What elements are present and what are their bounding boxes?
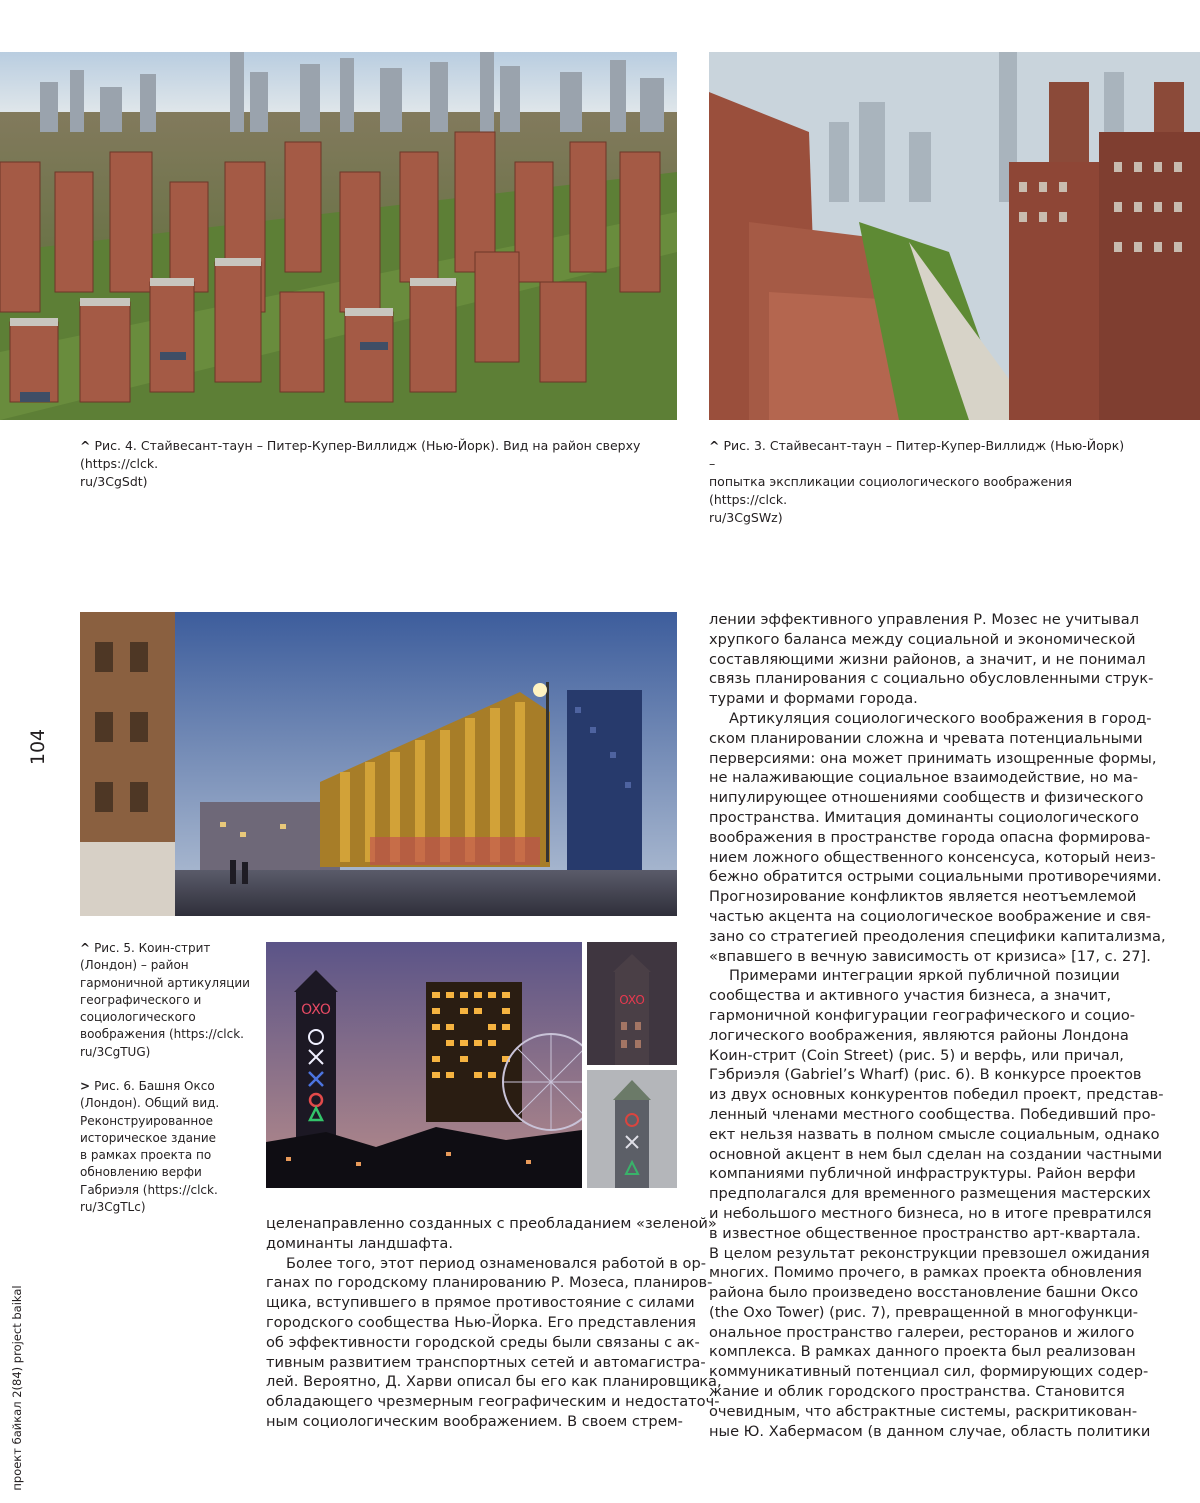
text-line-paragraph-start: Более того, этот период ознаменовался работой в ор- bbox=[286, 1254, 707, 1272]
photo-fig6-oxo-tower-detail-1 bbox=[587, 942, 677, 1065]
text-line: ганах по городскому планированию Р. Мозеса, планиров- bbox=[266, 1274, 713, 1292]
text-line: зано со стратегией преодоления специфики капитализма, bbox=[709, 927, 1166, 945]
caption-fig3-line: ru/3CgSWz) bbox=[709, 510, 783, 525]
oxo-sign-top: OXO bbox=[301, 1002, 331, 1018]
text-line: нипулирующее отношениями сообществ и физического bbox=[709, 789, 1144, 807]
photo-fig5-coin-street bbox=[80, 612, 677, 916]
photo-fig4-aerial bbox=[0, 52, 677, 420]
text-line: об эффективности городской среды были связаны с ак- bbox=[266, 1333, 700, 1351]
caption-fig5-line bbox=[80, 940, 260, 957]
text-line: целенаправленно созданных с преобладанием «зеленой» bbox=[266, 1215, 717, 1232]
text-line: ные Ю. Хабермасом (в данном случае, область политики bbox=[709, 1422, 1151, 1440]
caption-marker: > bbox=[80, 1079, 91, 1093]
text-line: хрупкого баланса между социальной и экономической bbox=[709, 630, 1136, 648]
text-line: обладающего чрезмерным географическим и недостаточ- bbox=[266, 1393, 720, 1411]
photo-fig3-street bbox=[709, 52, 1200, 420]
caption-fig3-line bbox=[709, 437, 1129, 473]
caption-fig5-line: ru/3CgTUG) bbox=[80, 1044, 151, 1059]
text-line: ект нельзя назвать в полном смысле социальным, однако bbox=[709, 1125, 1160, 1143]
text-line: предполагался для временного размещения мастерских bbox=[709, 1185, 1151, 1203]
caption-marker: ^ bbox=[80, 438, 91, 453]
text-line: ным социологическим воображением. В своем стрем- bbox=[266, 1412, 683, 1430]
text-line: гармоничной конфигурации географического и социо- bbox=[709, 1006, 1136, 1024]
caption-fig6-line: в рамках проекта по bbox=[80, 1148, 212, 1163]
text-line: ональное пространство галереи, ресторанов и жилого bbox=[709, 1323, 1135, 1341]
text-line: ленный членами местного сообщества. Победивший про- bbox=[709, 1105, 1156, 1123]
text-line: Гэбриэля (Gabriel’s Wharf) (рис. 6). В конкурсе проектов bbox=[709, 1066, 1142, 1084]
text-line: перверсиями: она может принимать изощренные формы, bbox=[709, 749, 1157, 767]
page-number: 104 bbox=[27, 728, 49, 766]
caption-fig4-line bbox=[80, 437, 670, 473]
text-line: многих. Помимо прочего, в рамках проекта обновления bbox=[709, 1264, 1142, 1282]
caption-fig4 bbox=[80, 437, 670, 491]
caption-fig5-text: Рис. 5. Коин-стрит bbox=[94, 941, 211, 955]
caption-marker: ^ bbox=[709, 438, 720, 453]
text-line: лении эффективного управления Р. Мозес не учитывал bbox=[709, 611, 1140, 628]
text-line: бежно обратится острыми социальными противоречиями. bbox=[709, 868, 1162, 886]
caption-fig6-line bbox=[80, 1078, 260, 1095]
caption-fig5-line: социологического bbox=[80, 1010, 196, 1025]
text-line: (the Oxo Tower) (рис. 7), превращенной в многофункци- bbox=[709, 1303, 1139, 1321]
footer-publication: проект байкал 2(84) project baikal bbox=[10, 1285, 24, 1491]
text-line: тивным развитием транспортных сетей и автомагистра- bbox=[266, 1353, 706, 1371]
caption-fig6 bbox=[80, 1078, 260, 1216]
text-line: не налаживающие социальное взаимодействие, но ма- bbox=[709, 769, 1139, 787]
text-line: щика, вступившего в прямое противостояние с силами bbox=[266, 1294, 695, 1312]
left-text-column bbox=[266, 1214, 722, 1432]
oxo-sign-detail: OXO bbox=[619, 993, 645, 1007]
caption-fig3 bbox=[709, 437, 1129, 527]
text-line-paragraph-start: Примерами интеграции яркой публичной позиции bbox=[729, 967, 1120, 985]
caption-fig6-line: обновлению верфи bbox=[80, 1165, 202, 1180]
text-line: Коин-стрит (Coin Street) (рис. 5) и верфь, или причал, bbox=[709, 1046, 1124, 1064]
text-line: и небольшого местного бизнеса, но в итоге превратился bbox=[709, 1204, 1152, 1222]
text-line: района было произведено восстановление башни Оксо bbox=[709, 1284, 1139, 1302]
caption-marker: ^ bbox=[80, 941, 91, 955]
caption-fig6-line: ru/3CgTLc) bbox=[80, 1200, 146, 1215]
text-line: нием ложного общественного консенсуса, который неиз- bbox=[709, 848, 1156, 866]
text-line: «впавшего в вечную зависимость от кризиса» [17, с. 27]. bbox=[709, 947, 1151, 965]
caption-fig6-line: Реконструированное bbox=[80, 1113, 213, 1128]
text-line: комплекса. В рамках данного проекта был реализован bbox=[709, 1343, 1136, 1361]
text-line: воображения в пространстве города опасна формирова- bbox=[709, 828, 1151, 846]
text-line: городского сообщества Нью-Йорка. Его представления bbox=[266, 1313, 696, 1331]
text-line: доминанты ландшафта. bbox=[266, 1234, 453, 1252]
text-line: лей. Вероятно, Д. Харви описал бы его как планировщика, bbox=[266, 1373, 722, 1391]
photo-fig6-oxo-tower-night bbox=[266, 942, 582, 1188]
caption-fig5-line: гармоничной артикуляции bbox=[80, 975, 250, 990]
text-line: коммуникативный потенциал сил, формирующих содер- bbox=[709, 1363, 1149, 1381]
right-text-column bbox=[709, 610, 1166, 1441]
text-line: составляющими жизни районов, а значит, и не понимал bbox=[709, 650, 1146, 668]
caption-fig6-line: Габриэля (https://clck. bbox=[80, 1182, 218, 1197]
text-line: из двух основных конкурентов победил проект, представ- bbox=[709, 1086, 1164, 1104]
text-line: жание и облик городского пространства. Становится bbox=[709, 1383, 1125, 1401]
text-line: В целом результат реконструкции превзошел ожидания bbox=[709, 1244, 1150, 1262]
caption-fig3-line: попытка экспликации социологического воображения (https://clck. bbox=[709, 474, 1073, 507]
caption-fig5 bbox=[80, 940, 260, 1061]
text-line-paragraph-start: Артикуляция социологического воображения в город- bbox=[729, 709, 1152, 727]
caption-fig5-line: воображения (https://clck. bbox=[80, 1027, 244, 1042]
text-line: пространства. Имитация доминанты социологического bbox=[709, 808, 1139, 826]
caption-fig5-line: (Лондон) – район bbox=[80, 958, 189, 973]
text-line: Прогнозирование конфликтов является неотъемлемой bbox=[709, 888, 1137, 906]
caption-fig3-text: Рис. 3. Стайвесант-таун – Питер-Купер-Виллидж (Нью-Йорк) – bbox=[709, 438, 1125, 471]
text-line: логического воображения, являются районы Лондона bbox=[709, 1026, 1129, 1044]
text-line: частью акцента на социологическое воображение и свя- bbox=[709, 907, 1151, 925]
caption-fig6-line: историческое здание bbox=[80, 1130, 217, 1145]
caption-fig6-text: Рис. 6. Башня Оксо bbox=[94, 1079, 215, 1093]
text-line: компаниями публичной инфраструктуры. Район верфи bbox=[709, 1165, 1136, 1183]
caption-fig4-text: Рис. 4. Стайвесант-таун – Питер-Купер-Виллидж (Нью-Йорк). Вид на район сверху (https://clck. bbox=[80, 438, 641, 471]
photo-fig6-oxo-tower-detail-2 bbox=[587, 1070, 677, 1188]
text-line: сообщества и активного участия бизнеса, а значит, bbox=[709, 987, 1112, 1005]
text-line: турами и формами города. bbox=[709, 690, 918, 708]
text-line: очевидным, что абстрактные системы, раскритикован- bbox=[709, 1402, 1138, 1420]
text-line: основной акцент в нем был сделан на создании частными bbox=[709, 1145, 1163, 1163]
text-line: в известное общественное пространство арт-квартала. bbox=[709, 1224, 1141, 1242]
caption-fig4-line: ru/3CgSdt) bbox=[80, 474, 148, 489]
caption-fig6-line: (Лондон). Общий вид. bbox=[80, 1096, 220, 1111]
text-line: ском планировании сложна и чревата потенциальными bbox=[709, 729, 1143, 747]
text-line: связь планирования с социально обусловленными струк- bbox=[709, 670, 1154, 688]
caption-fig5-line: географического и bbox=[80, 992, 202, 1007]
